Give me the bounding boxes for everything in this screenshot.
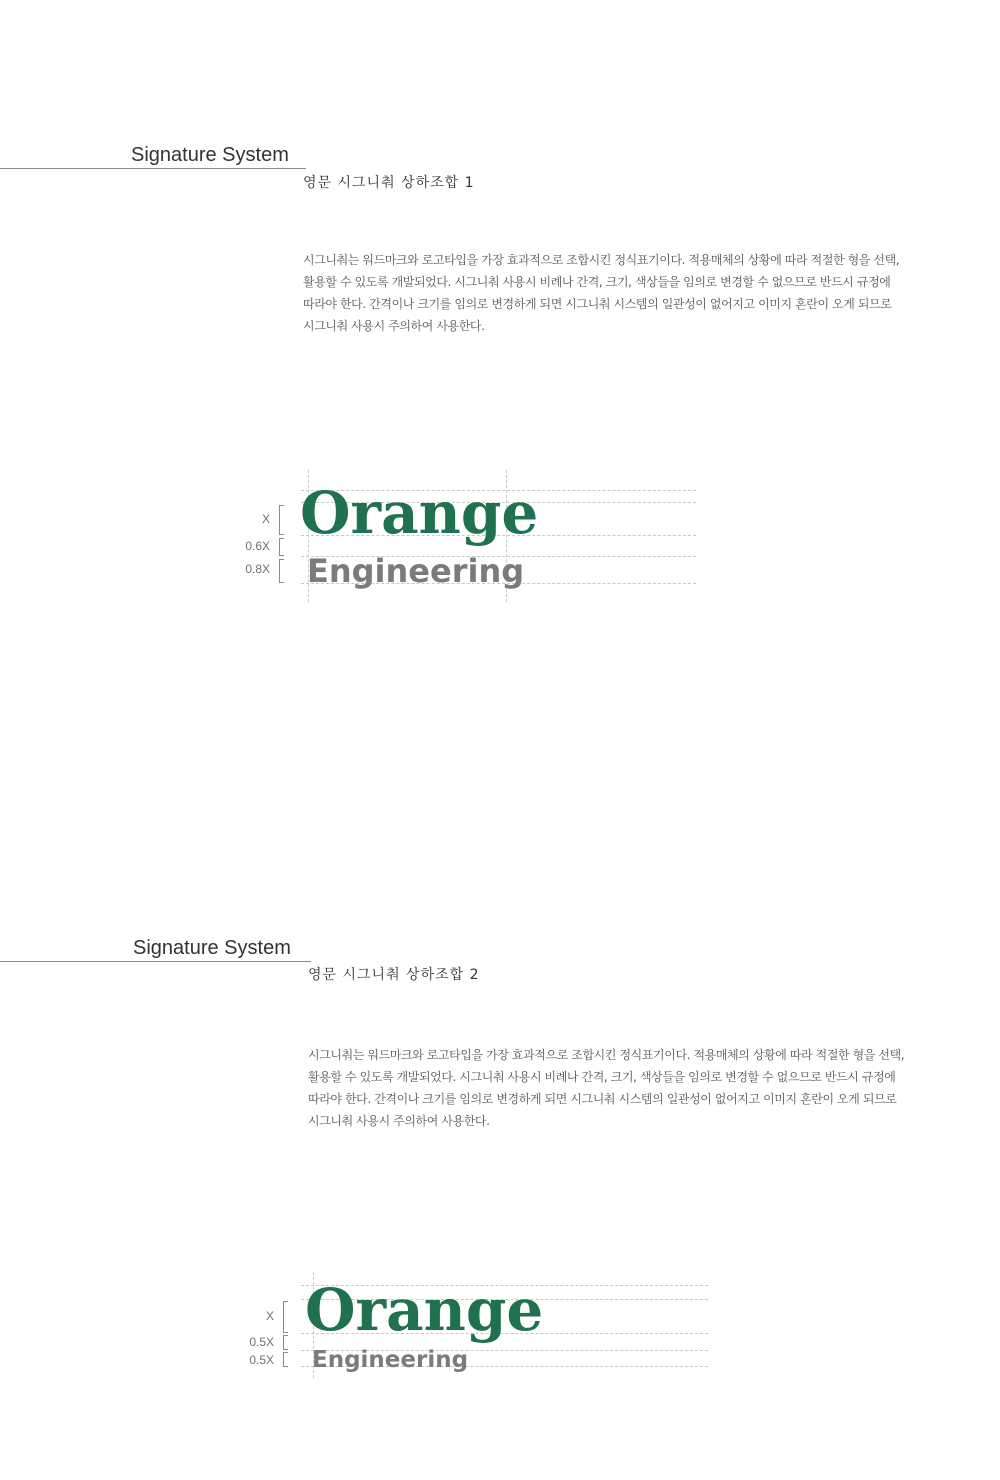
description-line: 시그니춰는 워드마크와 로고타입을 가장 효과적으로 조합시킨 정식표기이다. 적용매체의 상황에 따라 적절한 형을 선택, [308,1048,905,1062]
title-rule [0,961,311,962]
logo-logotype: Engineering [312,1347,469,1373]
description-line: 시그니춰 사용시 주의하여 사용한다. [308,1114,490,1128]
dimension-bracket [283,1335,288,1350]
section-subtitle: 영문 시그니춰 상하조합 1 [303,175,475,191]
dimension-label: 0.8X [245,562,270,576]
dimension-label: 0.6X [245,539,270,553]
section-subtitle: 영문 시그니춰 상하조합 2 [308,967,480,983]
section-title: Signature System [133,937,291,959]
dimension-bracket [279,505,284,535]
logo-wordmark: Orange [305,1276,544,1344]
dimension-label: 0.5X [249,1335,274,1349]
logo-logotype: Engineering [307,552,525,590]
dimension-bracket [283,1352,288,1367]
description-line: 활용할 수 있도록 개발되었다. 시그니춰 사용시 비례나 간격, 크기, 색상들을 임의로 변경할 수 없으므로 반드시 규정에 [308,1070,896,1084]
logo-wordmark: Orange [300,479,539,547]
description-line: 시그니춰는 워드마크와 로고타입을 가장 효과적으로 조합시킨 정식표기이다. 적용매체의 상황에 따라 적절한 형을 선택, [303,253,900,267]
description-text [303,249,899,337]
section-title: Signature System [131,144,289,166]
dimension-bracket [279,538,284,556]
dimension-bracket [283,1301,288,1333]
dimension-bracket [279,559,284,583]
dimension-label: 0.5X [249,1353,274,1367]
dimension-label: X [261,512,270,526]
description-line: 따라야 한다. 간격이나 크기를 임의로 변경하게 되면 시그니춰 시스템의 일관성이 없어지고 이미지 혼란이 오게 되므로 [308,1092,897,1106]
description-line: 활용할 수 있도록 개발되었다. 시그니춰 사용시 비례나 간격, 크기, 색상들을 임의로 변경할 수 없으므로 반드시 규정에 [303,275,891,289]
dimension-label: X [265,1309,274,1323]
description-line: 시그니춰 사용시 주의하여 사용한다. [303,319,485,333]
description-text [308,1044,904,1132]
description-line: 따라야 한다. 간격이나 크기를 임의로 변경하게 되면 시그니춰 시스템의 일관성이 없어지고 이미지 혼란이 오게 되므로 [303,297,892,311]
title-rule [0,168,306,169]
